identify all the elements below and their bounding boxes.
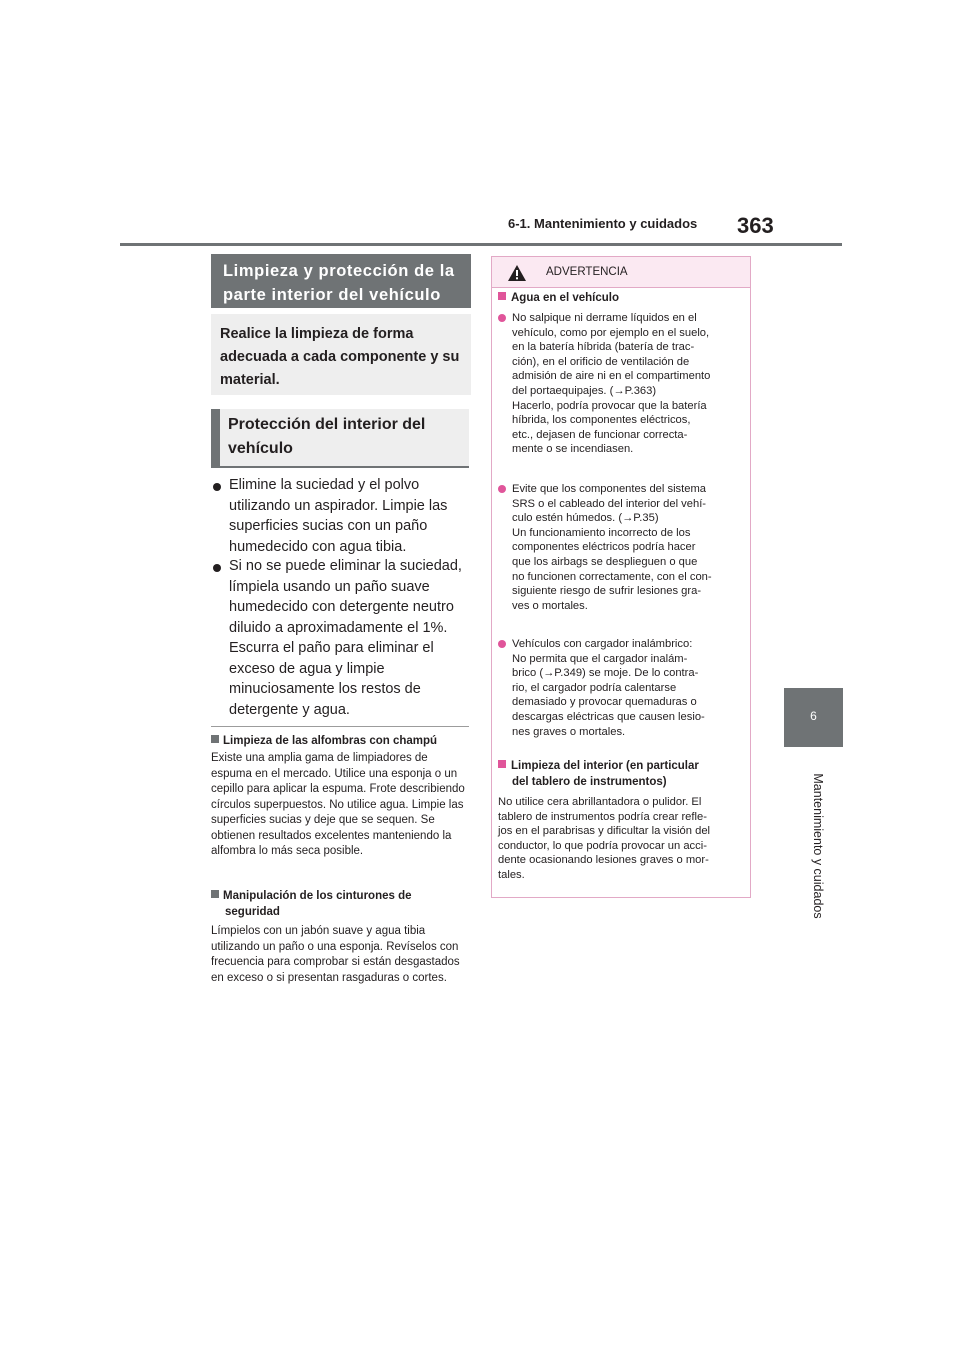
page-number: 363 [737, 213, 774, 238]
warning-title: ADVERTENCIA [546, 266, 628, 278]
warning-list-item [498, 311, 744, 471]
header-rule [120, 243, 842, 246]
warning-header [492, 257, 750, 288]
square-bullet-icon [211, 735, 219, 743]
belts-heading-line2: seguridad [225, 905, 280, 918]
water-heading-text: Agua en el vehículo [511, 292, 619, 304]
intro-text: Realice la limpieza de forma adecuada a cada componente y su material. [220, 326, 460, 388]
bullet-text: Si no se puede eliminar la suciedad, límpiela usando un paño suave humedecido con detergente neutro diluido a aproximadamente el 1%. Escurra el paño para eliminar el exceso de agua y limpie minuciosamente los restos de detergente y agua. [229, 558, 462, 718]
chapter-tab [784, 688, 843, 747]
bullet-icon [498, 314, 506, 322]
bullet-icon [213, 483, 221, 491]
protect-title-bar [211, 409, 220, 466]
chapter-number: 6 [810, 709, 817, 723]
warning-list-item [498, 482, 744, 627]
water-heading [498, 291, 744, 307]
square-bullet-icon [498, 760, 506, 768]
belts-heading [211, 889, 471, 920]
list-item [211, 556, 466, 716]
protect-title-box [211, 409, 469, 468]
chapter-label: Mantenimiento y cuidados [811, 773, 825, 919]
carpet-text: Existe una amplia gama de limpiadores de espuma en el mercado. Utilice una esponja o un cepillo para aplicar la espuma. Frote describiendo círculos superpuestos. No utilice agua. Limpie las superficies sucias y deje que se sequen. Se obtienen resultados excelentes manteniendo la alfombra lo más seca posible. [211, 752, 465, 857]
bullet-icon [498, 485, 506, 493]
intro-box [211, 314, 471, 395]
dash-text: No utilice cera abrillantadora o pulidor. El tablero de instrumentos podría crear refle- jos en el parabrisas y dificultar la visión del conductor, lo que podría provocar un acci- dente ocasionando lesiones graves o mor- tales. [498, 796, 711, 881]
belts-text: Límpielos con un jabón suave y agua tibia utilizando un paño o una esponja. Revíselos con frecuencia para comprobar si están desgastados en exceso o si presentan rasgaduras o cortes. [211, 925, 460, 984]
protect-title: Protección del interior del vehículo [228, 416, 426, 457]
carpet-heading [211, 734, 471, 750]
square-bullet-icon [498, 292, 506, 300]
section-title: 6-1. Mantenimiento y cuidados [508, 216, 698, 231]
dash-heading-line1: Limpieza del interior (en particular [511, 760, 699, 772]
warning-item-text: Evite que los componentes del sistema SRS o el cableado del interior del vehí- culo estén húmedos. (→P.35) Un funcionamiento incorrecto de los componentes eléctricos podría hacer que los airbags se desplieguen o que no funcionen correctamente, con el con- siguiente riesgo de sufrir lesiones gra- ves o mortales. [512, 483, 712, 612]
cleaning-title-box [211, 254, 471, 308]
section-divider [211, 726, 469, 727]
square-bullet-icon [211, 890, 219, 898]
dash-heading [498, 759, 744, 790]
bullet-icon [213, 564, 221, 572]
belts-heading-line1: Manipulación de los cinturones de [223, 890, 412, 902]
list-item [211, 475, 466, 557]
bullet-text: Elimine la suciedad y el polvo utilizando un aspirador. Limpie las superficies sucias con un paño humedecido con agua tibia. [229, 477, 448, 555]
bullet-icon [498, 640, 506, 648]
dash-heading-line2: del tablero de instrumentos) [512, 775, 667, 788]
warning-item-text: Vehículos con cargador inalámbrico: No permita que el cargador inalám- brico (→P.349) se moje. De lo contra- rio, el cargador podría calentarse demasiado y provocar quemaduras o descargas eléctricas que causen lesio- nes graves o mortales. [512, 638, 705, 738]
cleaning-title: Limpieza y protección de la parte interior del vehículo [223, 262, 455, 304]
carpet-heading-text: Limpieza de las alfombras con champú [223, 735, 438, 747]
warning-triangle-icon [507, 264, 527, 282]
warning-list-item [498, 637, 744, 749]
warning-item-text: No salpique ni derrame líquidos en el vehículo, como por ejemplo en el suelo, en la batería híbrida (batería de trac- ción), en el orificio de ventilación de admisión de aire ni en el compartimento del portaequipajes. (→P.363) Hacerlo, podría provocar que la batería híbrida, los componentes eléctricos, etc., dejasen de funcionar correcta- mente o se incendiasen. [512, 312, 711, 456]
warning-box [491, 256, 751, 898]
